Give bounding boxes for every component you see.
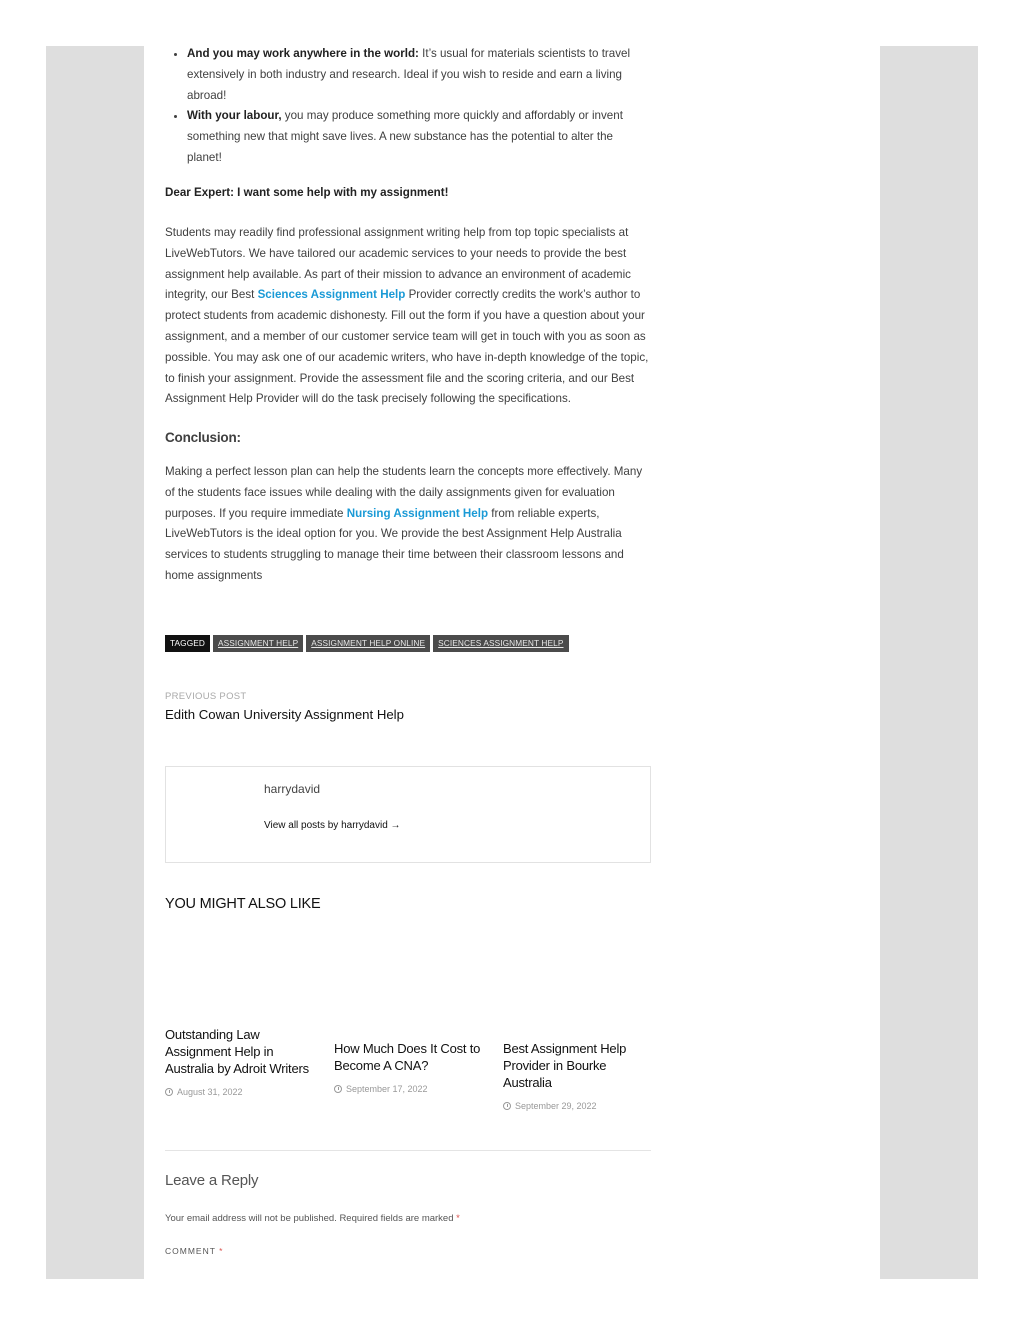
reply-note [165,1209,460,1230]
date-text: September 29, 2022 [515,1101,597,1111]
clock-icon [503,1102,511,1110]
required-mark: * [456,1213,460,1224]
author-box [165,766,651,863]
clock-icon [165,1088,173,1096]
related-card-date [334,1079,484,1100]
sciences-assignment-help-link[interactable]: Sciences Assignment Help [257,288,406,302]
comment-label [165,1241,223,1262]
related-card[interactable] [165,1026,315,1103]
author-name[interactable]: harrydavid [264,782,321,796]
related-card-title[interactable]: Outstanding Law Assignment Help in Australia by Adroit Writers [165,1027,309,1076]
bullet-text: you may produce something more quickly and affordably or invent something new that might save lives. A new substance has the potential to alter the planet! [187,109,623,164]
related-heading: YOU MIGHT ALSO LIKE [165,896,321,912]
date-text: September 17, 2022 [346,1084,428,1094]
paragraph [165,462,651,587]
text: Students may readily find professional assignment writing help from top topic specialists at LiveWebTutors. We have tailored our academic services to your needs to provide the best assignment help available. As part of their mission to advance an environment of academic integrity, our Best [165,226,631,302]
conclusion-heading: Conclusion: [165,430,241,445]
bullet-bold: And you may work anywhere in the world: [187,47,419,60]
list-item [187,44,651,106]
related-card-date [503,1096,653,1117]
ask-heading: Dear Expert: I want some help with my assignment! [165,186,449,199]
right-frame [880,46,978,1279]
view-all-posts-link[interactable]: View all posts by harrydavid → [264,820,401,831]
text: Provider correctly credits the work’s author to protect students from academic dishonesty. Fill out the form if you have a question about your assignment, and a member of our customer service team will get in touch with you as soon as possible. You may ask one of our academic writers, who have in-depth knowledge of the topic, to finish your assignment. Provide the assessment file and the scoring criteria, and our Best Assignment Help Provider will do the task precisely following the specifications. [165,288,649,406]
paragraph [165,223,651,410]
tag-assignment-help[interactable]: ASSIGNMENT HELP [213,635,303,652]
tagged-label: TAGGED [165,635,210,652]
divider [165,1150,651,1151]
tag-sciences-assignment-help[interactable]: SCIENCES ASSIGNMENT HELP [433,635,568,652]
text: from reliable experts, LiveWebTutors is the ideal option for you. We provide the best Assignment Help Australia services to students struggling to manage their time between their classroom lessons and home assignments [165,506,624,582]
related-card-title[interactable]: How Much Does It Cost to Become A CNA? [334,1041,481,1073]
related-card-title[interactable]: Best Assignment Help Provider in Bourke Australia [503,1041,627,1090]
clock-icon [334,1085,342,1093]
reply-title: Leave a Reply [165,1172,259,1189]
comment-label-text: COMMENT [165,1246,216,1256]
note-text: Your email address will not be published. Required fields are marked [165,1213,454,1224]
tag-assignment-help-online[interactable]: ASSIGNMENT HELP ONLINE [306,635,430,652]
previous-post-label: PREVIOUS POST [165,691,247,702]
previous-post-link[interactable]: Edith Cowan University Assignment Help [165,707,404,722]
bullet-list [165,44,651,169]
tags-bar [165,635,569,652]
list-item [187,106,651,168]
required-mark: * [219,1246,224,1256]
date-text: August 31, 2022 [177,1087,243,1097]
left-frame [46,46,144,1279]
related-card[interactable] [334,1040,484,1100]
nursing-assignment-help-link[interactable]: Nursing Assignment Help [346,506,489,520]
related-card-date [165,1082,315,1103]
bullet-bold: With your labour, [187,109,282,123]
article-content [165,44,651,1256]
related-card[interactable] [503,1040,653,1117]
bullet-text: It’s usual for materials scientists to travel extensively in both industry and research. Ideal if you wish to reside and earn a living abroad! [187,47,631,102]
text: Making a perfect lesson plan can help the students learn the concepts more effectively. Many of the students face issues while dealing with the daily assignments given for evaluation purposes. If you require immediate [165,465,643,520]
